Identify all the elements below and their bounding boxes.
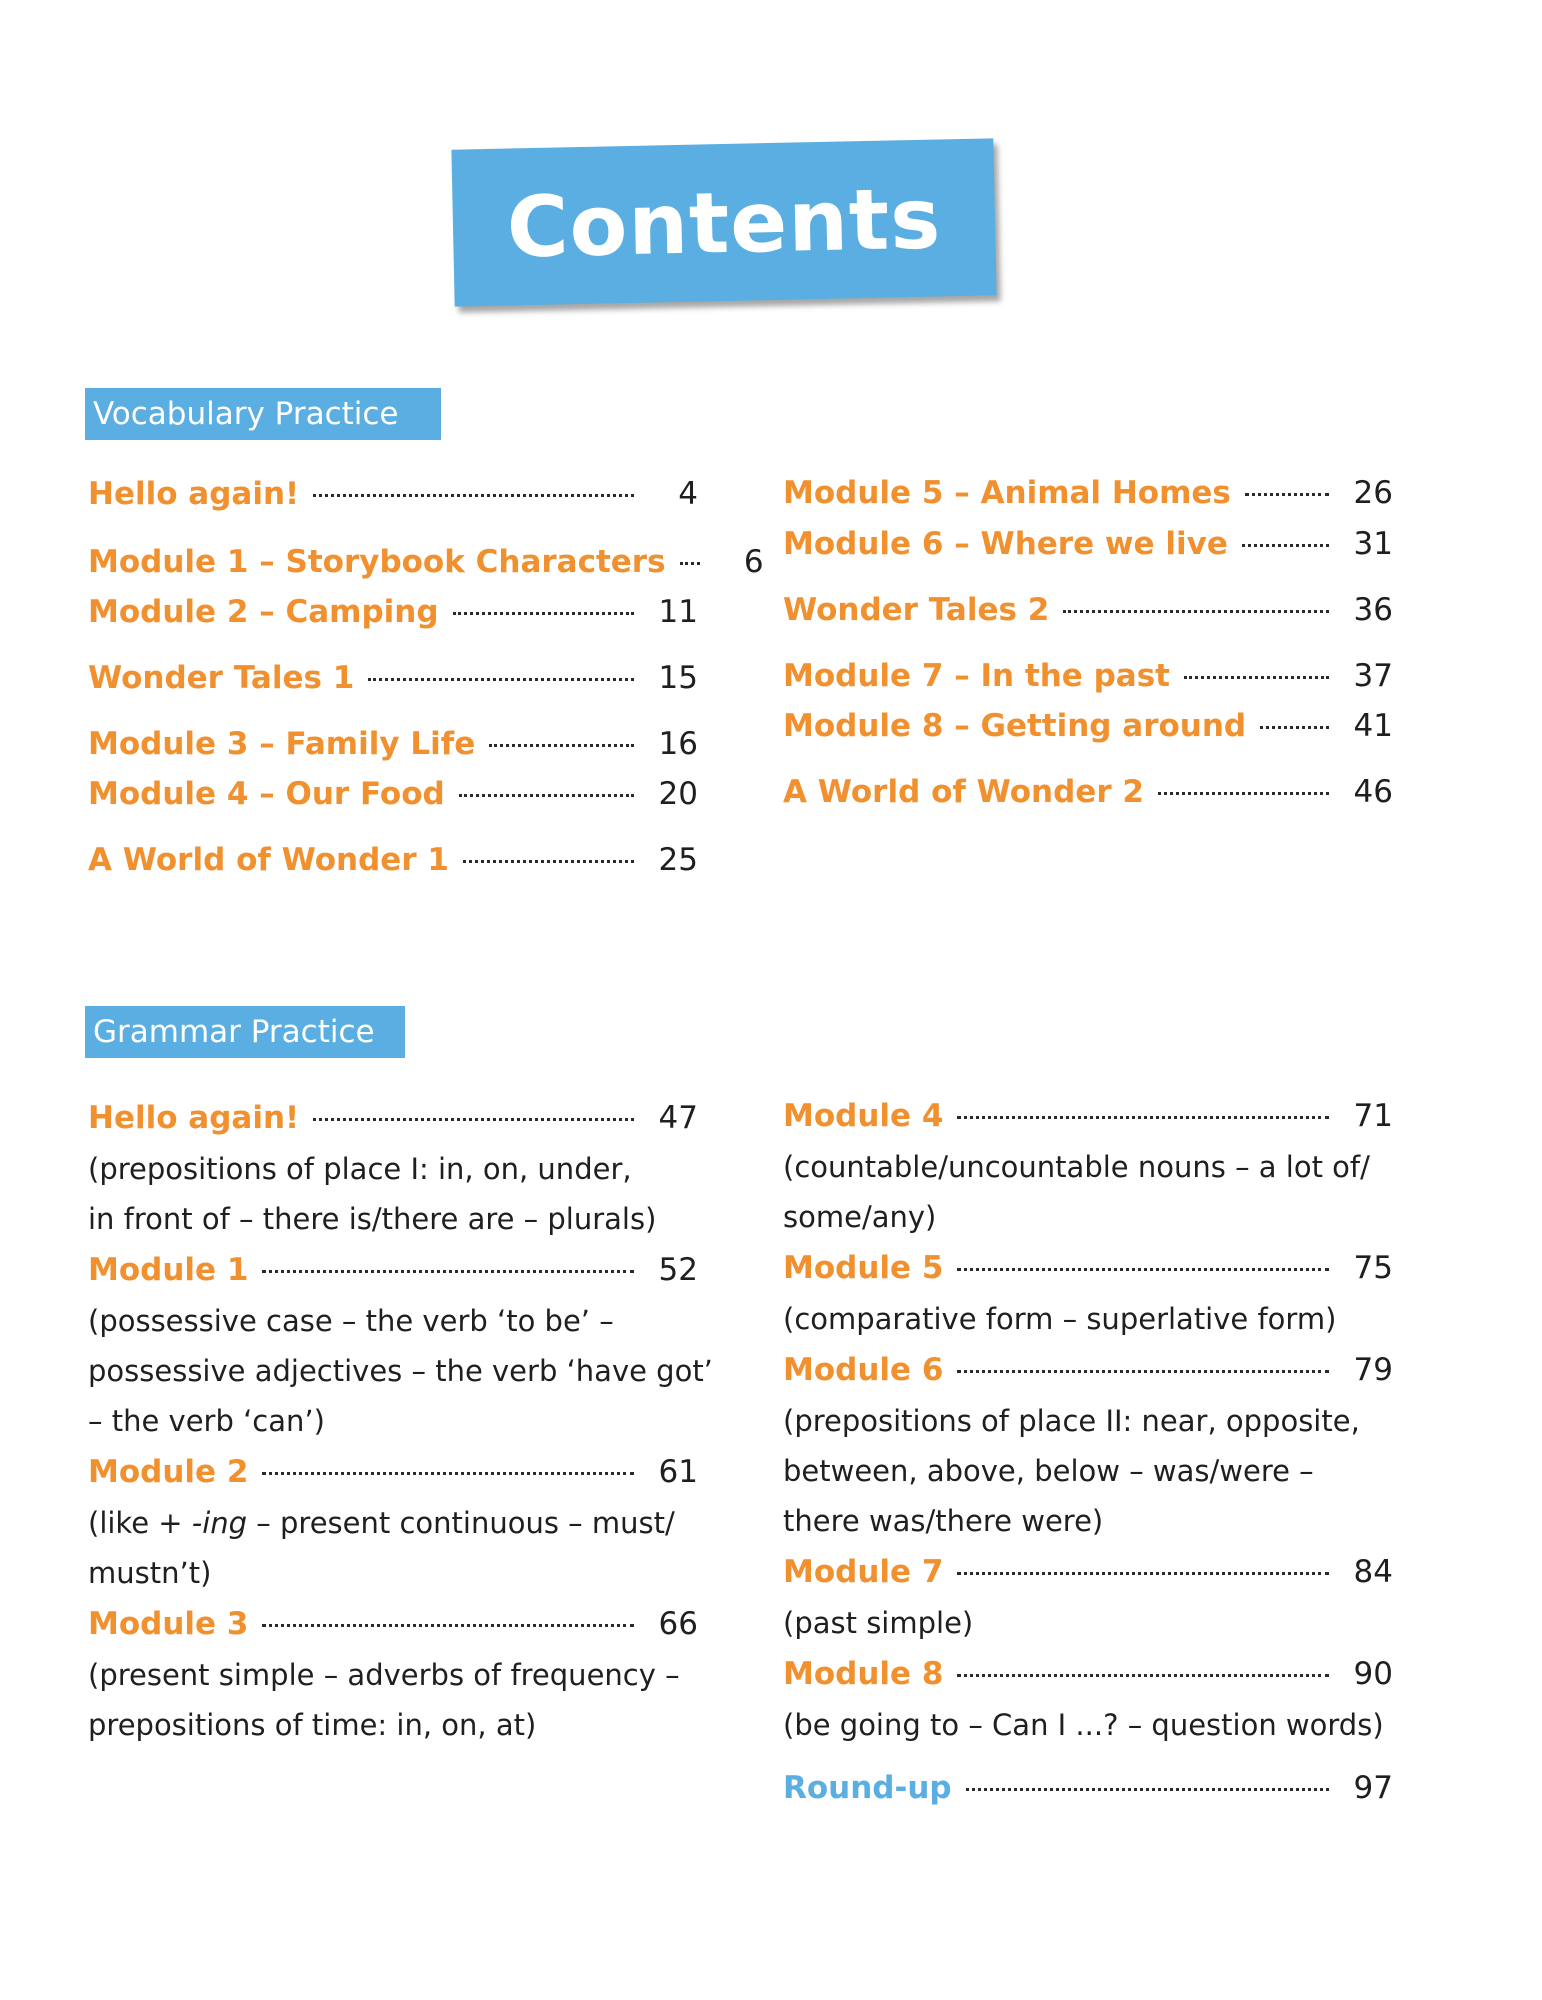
toc-entry-description <box>783 1396 1423 1546</box>
toc-entry[interactable] <box>783 704 1393 748</box>
toc-entry-page: 11 <box>658 594 698 630</box>
description-line: some/any) <box>783 1200 937 1234</box>
toc-entry-page: 16 <box>658 726 698 762</box>
leader-dots <box>489 744 634 747</box>
toc-entry-title: Module 6 <box>783 1352 944 1388</box>
toc-entry-title: Wonder Tales 1 <box>88 660 355 696</box>
toc-entry[interactable] <box>783 770 1393 814</box>
toc-entry[interactable] <box>783 1550 1393 1594</box>
description-line: possessive adjectives – the verb ‘have got’ <box>88 1354 713 1388</box>
toc-entry-page: 26 <box>1353 475 1393 511</box>
leader-dots <box>1158 792 1329 795</box>
description-line: in front of – there is/there are – plurals) <box>88 1202 657 1236</box>
toc-entry[interactable] <box>783 522 1393 566</box>
toc-entry[interactable] <box>783 1094 1393 1138</box>
leader-dots <box>957 1674 1329 1677</box>
toc-entry-page: 52 <box>658 1252 698 1288</box>
leader-dots <box>313 494 634 497</box>
toc-entry-title: Module 1 – Storybook Characters <box>88 544 666 580</box>
description-line: (past simple) <box>783 1606 974 1640</box>
description-line: (prepositions of place I: in, on, under, <box>88 1152 632 1186</box>
leader-dots <box>459 794 634 797</box>
toc-entry-title: Module 6 – Where we live <box>783 526 1228 562</box>
leader-dots <box>1242 544 1329 547</box>
italic-ing: -ing <box>191 1506 248 1540</box>
toc-entry-description <box>88 1296 728 1446</box>
toc-entry[interactable] <box>88 1248 698 1292</box>
toc-entry[interactable] <box>88 1450 698 1494</box>
leader-dots <box>1260 726 1329 729</box>
toc-entry-title: Hello again! <box>88 476 300 512</box>
toc-entry-description <box>783 1598 1423 1648</box>
toc-entry-description <box>783 1142 1423 1242</box>
description-line: (present simple – adverbs of frequency – <box>88 1658 680 1692</box>
toc-entry-title: Module 8 – Getting around <box>783 708 1247 744</box>
toc-entry-description <box>783 1700 1423 1750</box>
description-line: (prepositions of place II: near, opposite, <box>783 1404 1360 1438</box>
toc-entry-page: 61 <box>658 1454 698 1490</box>
toc-entry-title: Module 2 <box>88 1454 249 1490</box>
toc-entry-title: A World of Wonder 1 <box>88 842 449 878</box>
leader-dots <box>262 1624 634 1627</box>
toc-entry[interactable] <box>88 1602 698 1646</box>
description-line: mustn’t) <box>88 1556 212 1590</box>
toc-entry-title: Module 2 – Camping <box>88 594 439 630</box>
leader-dots <box>957 1268 1329 1271</box>
leader-dots <box>966 1788 1329 1791</box>
toc-entry[interactable] <box>88 472 698 516</box>
toc-entry[interactable] <box>783 588 1393 632</box>
toc-entry-page: 84 <box>1353 1554 1393 1590</box>
description-line: between, above, below – was/were – <box>783 1454 1314 1488</box>
contents-title-banner <box>451 138 996 306</box>
toc-entry[interactable] <box>88 540 764 584</box>
toc-entry[interactable] <box>88 722 698 766</box>
toc-entry-title: Round-up <box>783 1770 952 1806</box>
toc-entry[interactable] <box>88 838 698 882</box>
toc-entry-page: 47 <box>658 1100 698 1136</box>
toc-entry-description <box>88 1650 728 1750</box>
toc-entry-page: 36 <box>1353 592 1393 628</box>
toc-entry[interactable] <box>88 656 698 700</box>
toc-entry-title: Module 5 – Animal Homes <box>783 475 1231 511</box>
grammar-section-label: Grammar Practice <box>85 1006 405 1058</box>
toc-entry-title: Module 4 – Our Food <box>88 776 445 812</box>
leader-dots <box>262 1472 634 1475</box>
toc-entry-page: 41 <box>1353 708 1393 744</box>
vocabulary-section-label: Vocabulary Practice <box>85 388 441 440</box>
leader-dots <box>463 860 634 863</box>
toc-entry-title: Module 1 <box>88 1252 249 1288</box>
leader-dots <box>313 1118 634 1121</box>
description-line: – the verb ‘can’) <box>88 1404 325 1438</box>
toc-entry-page: 31 <box>1353 526 1393 562</box>
description-line: (be going to – Can I ...? – question words) <box>783 1708 1384 1742</box>
toc-entry-page: 79 <box>1353 1352 1393 1388</box>
toc-entry-description <box>88 1498 728 1598</box>
toc-entry-page: 75 <box>1353 1250 1393 1286</box>
toc-entry-title: Hello again! <box>88 1100 300 1136</box>
toc-entry-page: 97 <box>1353 1770 1393 1806</box>
toc-entry-title: Module 8 <box>783 1656 944 1692</box>
toc-entry-description <box>88 1144 728 1244</box>
toc-entry[interactable] <box>88 1096 698 1140</box>
toc-entry-page: 66 <box>658 1606 698 1642</box>
leader-dots <box>453 612 634 615</box>
toc-entry-page: 6 <box>743 544 764 580</box>
toc-entry-page: 90 <box>1353 1656 1393 1692</box>
toc-entry[interactable] <box>783 654 1393 698</box>
toc-entry-page: 20 <box>658 776 698 812</box>
toc-entry[interactable] <box>783 1348 1393 1392</box>
toc-entry[interactable] <box>88 772 698 816</box>
leader-dots <box>957 1572 1329 1575</box>
toc-entry-page: 15 <box>658 660 698 696</box>
leader-dots <box>368 678 634 681</box>
toc-entry-title: Module 3 – Family Life <box>88 726 476 762</box>
toc-entry[interactable] <box>783 1246 1393 1290</box>
toc-entry-title: Module 7 – In the past <box>783 658 1170 694</box>
toc-entry-title: Wonder Tales 2 <box>783 592 1050 628</box>
description-line: (comparative form – superlative form) <box>783 1302 1337 1336</box>
toc-entry-title: Module 4 <box>783 1098 944 1134</box>
toc-entry-title: A World of Wonder 2 <box>783 774 1144 810</box>
toc-entry-page: 4 <box>678 476 698 512</box>
toc-entry-title: Module 3 <box>88 1606 249 1642</box>
description-line: there was/there were) <box>783 1504 1104 1538</box>
leader-dots <box>262 1270 634 1273</box>
description-line: (like + -ing – present continuous – must/ <box>88 1506 675 1540</box>
toc-entry-title: Module 5 <box>783 1250 944 1286</box>
leader-dots <box>957 1370 1329 1373</box>
toc-entry-title: Module 7 <box>783 1554 944 1590</box>
toc-entry-page: 37 <box>1353 658 1393 694</box>
leader-dots <box>680 562 700 565</box>
description-line: (possessive case – the verb ‘to be’ – <box>88 1304 614 1338</box>
description-line: (countable/uncountable nouns – a lot of/ <box>783 1150 1370 1184</box>
toc-entry[interactable] <box>783 1652 1393 1696</box>
toc-entry-page: 25 <box>658 842 698 878</box>
toc-entry-description <box>783 1294 1423 1344</box>
leader-dots <box>1063 610 1329 613</box>
leader-dots <box>957 1116 1329 1119</box>
leader-dots <box>1184 676 1329 679</box>
description-line: prepositions of time: in, on, at) <box>88 1708 537 1742</box>
toc-entry[interactable] <box>88 590 698 634</box>
page-title: Contents <box>505 168 943 277</box>
leader-dots <box>1245 493 1329 496</box>
toc-entry[interactable] <box>783 471 1393 515</box>
toc-entry-roundup[interactable] <box>783 1766 1393 1810</box>
toc-entry-page: 71 <box>1353 1098 1393 1134</box>
toc-entry-page: 46 <box>1353 774 1393 810</box>
